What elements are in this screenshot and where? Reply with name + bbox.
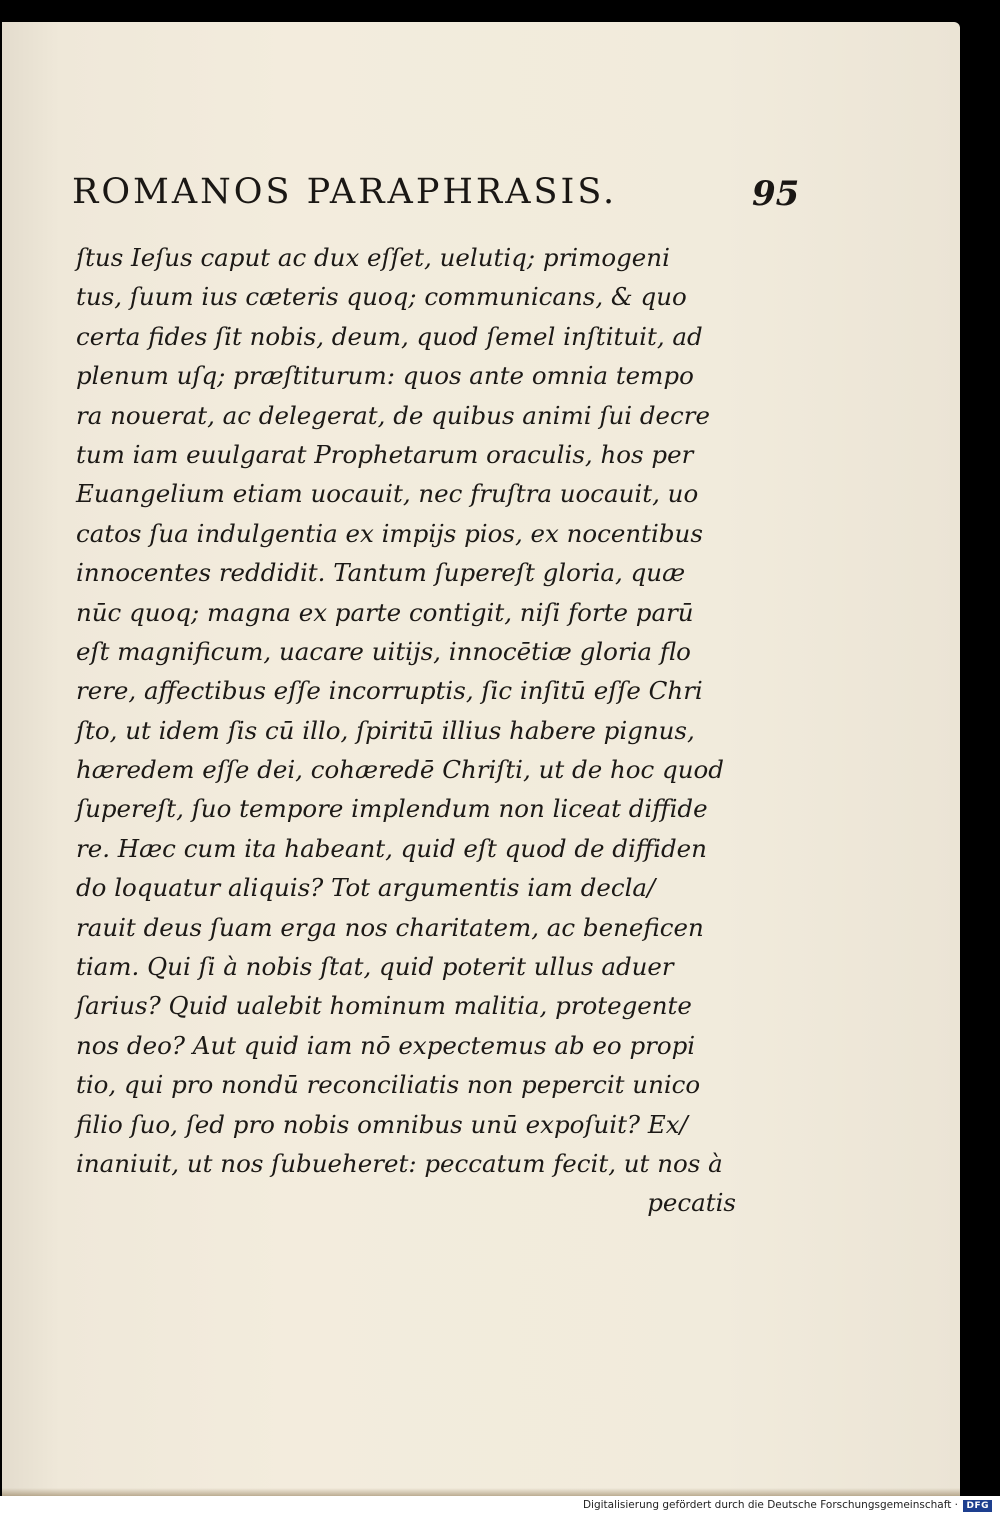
text-line: ſtus Ieſus caput ac dux eſſet, uelutiq; primogeni xyxy=(76,243,670,272)
page-number: 95 xyxy=(752,174,800,214)
text-line: do loquatur aliquis? Tot argumentis iam decla/ xyxy=(76,873,656,903)
text-line: re. Hæc cum ita habeant, quid eſt quod de diffiden xyxy=(76,833,707,863)
text-line: catos ſua indulgentia ex impijs pios, ex nocentibus xyxy=(76,518,703,548)
text-line: innocentes reddidit. Tantum ſupereſt gloria, quæ xyxy=(76,558,686,588)
text-line: tio, qui pro nondū reconciliatis non pepercit unico xyxy=(76,1070,701,1100)
footer-bar xyxy=(0,1496,1000,1516)
text-line: certa fides ſit nobis, deum, quod ſemel inſtituit, ad xyxy=(76,321,703,351)
text-line: tus, ſuum ius cæteris quoq; communicans, & quo xyxy=(76,282,687,312)
running-head xyxy=(72,172,812,222)
text-line: inaniuit, ut nos ſubueheret: peccatum fecit, ut nos à xyxy=(76,1148,723,1178)
text-line: nūc quoq; magna ex parte contigit, niſi forte parū xyxy=(76,597,694,627)
text-line: eſt magnificum, uacare uitijs, innocētiæ gloria flo xyxy=(76,636,691,666)
text-line: tiam. Qui ſi à nobis ſtat, quid poterit ullus aduer xyxy=(76,952,674,982)
text-line: rauit deus ſuam erga nos charitatem, ac beneficen xyxy=(76,912,704,942)
text-line: ſarius? Quid ualebit hominum malitia, protegente xyxy=(76,991,692,1021)
text-line: nos deo? Aut quid iam nō expectemus ab eo propi xyxy=(76,1030,696,1060)
text-line: rere, affectibus eſſe incorruptis, ſic inſitū eſſe Chri xyxy=(76,676,703,706)
running-title: ROMANOS PARAPHRASIS. xyxy=(72,172,618,212)
text-line: filio ſuo, ſed pro nobis omnibus unū expoſuit? Ex/ xyxy=(76,1109,688,1139)
book-page xyxy=(2,22,960,1496)
dfg-logo: DFG xyxy=(963,1500,992,1512)
text-line: ſupereſt, ſuo tempore implendum non liceat diffide xyxy=(76,794,708,824)
text-line: ſto, ut idem ſis cū illo, ſpiritū illius habere pignus, xyxy=(76,715,695,745)
text-line: ra nouerat, ac delegerat, de quibus animi ſui decre xyxy=(76,400,710,430)
catchword: pecatis xyxy=(647,1188,736,1218)
text-line: Euangelium etiam uocauit, nec fruſtra uocauit, uo xyxy=(76,479,699,509)
text-line: tum iam euulgarat Prophetarum oraculis, hos per xyxy=(76,439,694,469)
text-line: hæredem eſſe dei, cohæredē Chriſti, ut de hoc quod xyxy=(76,755,724,785)
funding-credit: Digitalisierung gefördert durch die Deutsche Forschungsgemeinschaft · xyxy=(582,1499,958,1511)
text-line: plenum uſq; præſtiturum: quos ante omnia tempo xyxy=(76,361,694,391)
body-text xyxy=(76,238,744,1223)
